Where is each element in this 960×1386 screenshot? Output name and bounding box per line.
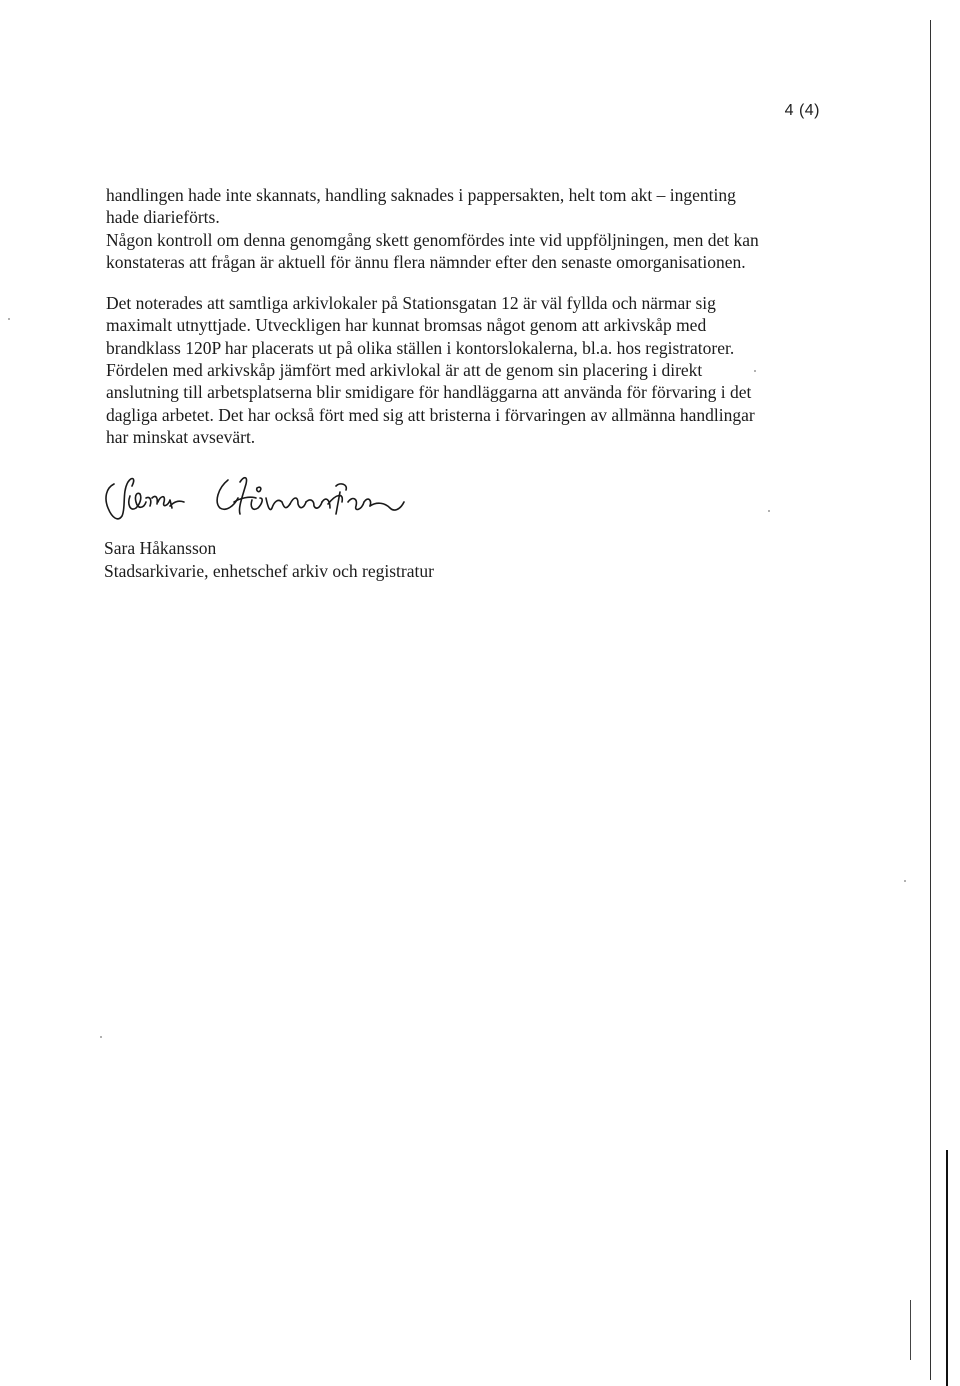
text-line: konstateras att frågan är aktuell för ännu flera nämnder efter den senaste omorganisationen. bbox=[106, 251, 746, 272]
scan-speck bbox=[904, 880, 906, 882]
handwritten-signature bbox=[100, 462, 440, 542]
text-line: Det noterades att samtliga arkivlokaler på Stationsgatan 12 är väl fyllda och närmar sig bbox=[106, 293, 716, 314]
scan-speck bbox=[768, 510, 770, 512]
signer-block bbox=[104, 537, 434, 582]
text-line: brandklass 120P har placerats ut på olika ställen i kontorslokalerna, bl.a. hos registratorer. bbox=[106, 337, 735, 358]
paragraph-2 bbox=[106, 292, 836, 448]
text-line: Någon kontroll om denna genomgång skett genomfördes inte vid uppföljningen, men det kan bbox=[106, 229, 759, 250]
page-number: 4 (4) bbox=[784, 102, 820, 119]
scan-speck bbox=[8, 318, 10, 320]
text-line: dagliga arbetet. Det har också fört med sig att bristerna i förvaringen av allmänna handlingar bbox=[106, 404, 755, 425]
body-text bbox=[106, 184, 836, 448]
signer-name: Sara Håkansson bbox=[104, 538, 217, 558]
scan-edge-line bbox=[946, 1150, 948, 1386]
text-line: handlingen hade inte skannats, handling saknades i pappersakten, helt tom akt – ingenting bbox=[106, 185, 736, 205]
text-line: Fördelen med arkivskåp jämfört med arkivlokal är att de genom sin placering i direkt bbox=[106, 360, 703, 381]
scan-speck bbox=[100, 1036, 102, 1038]
scan-speck bbox=[754, 370, 756, 372]
text-line: maximalt utnyttjade. Utveckligen har kunnat bromsas något genom att arkivskåp med bbox=[106, 315, 707, 336]
signature-drawing bbox=[100, 462, 440, 542]
scan-edge-line bbox=[930, 20, 931, 1380]
text-line: hade diarieförts. bbox=[106, 207, 220, 228]
text-line: har minskat avsevärt. bbox=[106, 426, 256, 447]
paragraph-1 bbox=[106, 184, 836, 273]
signer-title: Stadsarkivarie, enhetschef arkiv och registratur bbox=[104, 560, 434, 581]
text-line: anslutning till arbetsplatserna blir smidigare för handläggarna att använda för förvaring i det bbox=[106, 382, 752, 403]
scan-edge-line bbox=[910, 1300, 911, 1360]
